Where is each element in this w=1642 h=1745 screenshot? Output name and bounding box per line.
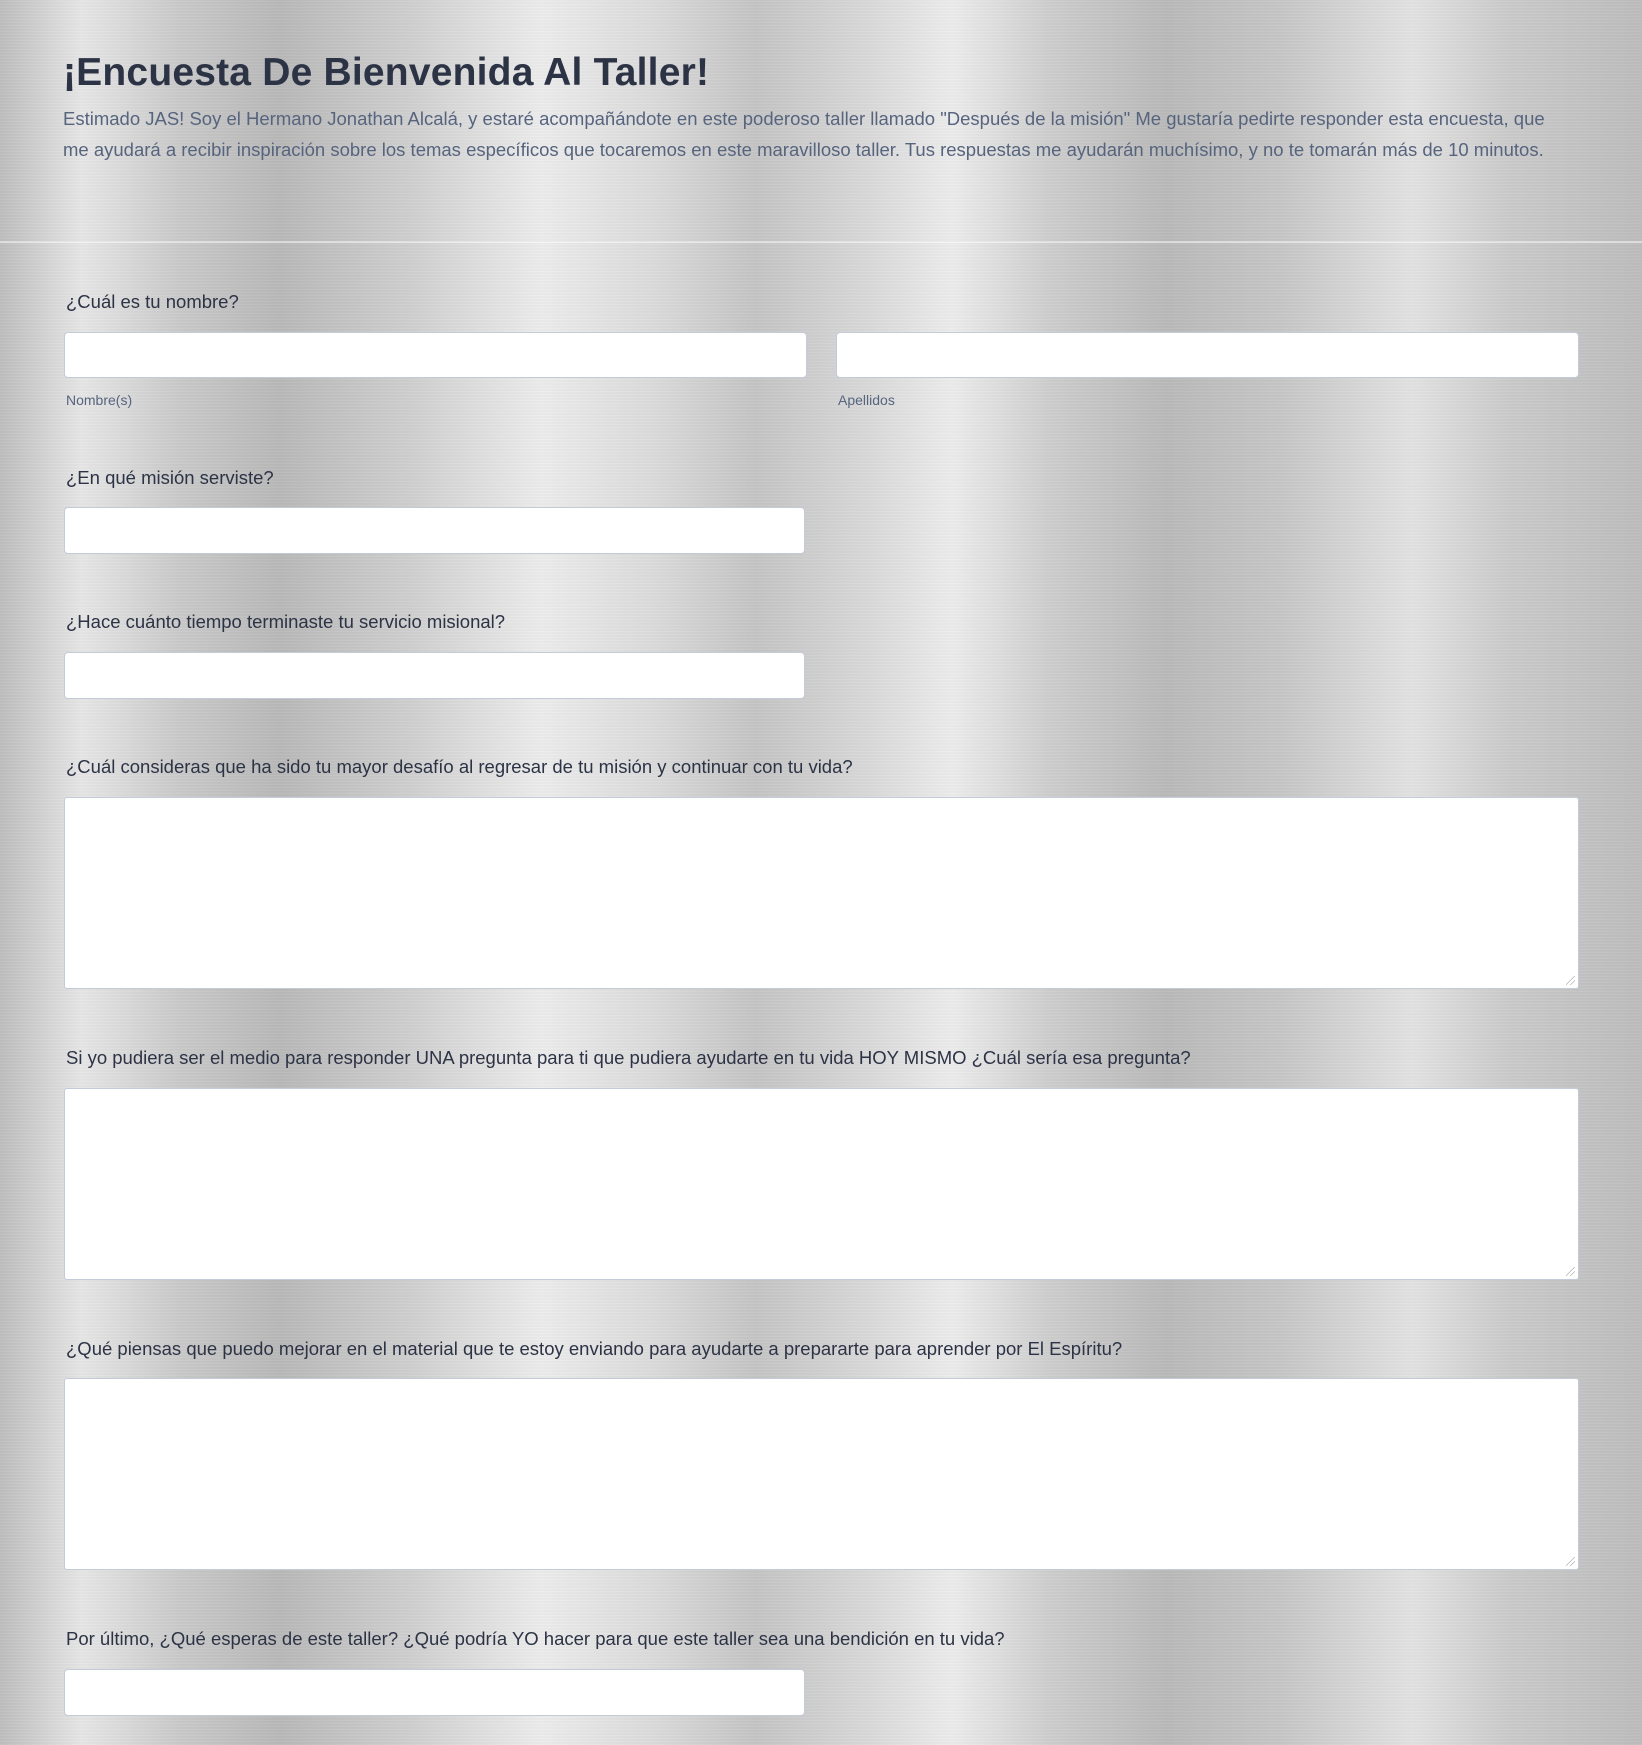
last-name-input[interactable]: [836, 332, 1579, 378]
header-divider: [0, 241, 1642, 243]
last-name-sublabel: Apellidos: [838, 392, 895, 408]
form-header: [63, 50, 1573, 165]
improve-question-label: ¿Qué piensas que puedo mejorar en el material que te estoy enviando para ayudarte a prepararte para aprender por El Espíritu?: [66, 1338, 1123, 1359]
first-name-input[interactable]: [64, 332, 807, 378]
mission-input[interactable]: [64, 507, 805, 554]
form-description: Estimado JAS! Soy el Hermano Jonathan Alcalá, y estaré acompañándote en este poderoso taller llamado "Después de la misión" Me gustaría pedirte responder esta encuesta, que me ayudará a recibir inspiración sobre los temas específicos que tocaremos en este maravilloso taller. Tus respuestas me ayudarán muchísimo, y no te tomarán más de 10 minutos.: [63, 107, 1545, 160]
time-since-question-label: ¿Hace cuánto tiempo terminaste tu servicio misional?: [66, 611, 506, 632]
resize-handle-icon[interactable]: [1566, 976, 1575, 985]
one-question-textarea[interactable]: [64, 1088, 1579, 1280]
name-question-label: ¿Cuál es tu nombre?: [66, 291, 239, 312]
resize-handle-icon[interactable]: [1566, 1267, 1575, 1276]
one-question-label: Si yo pudiera ser el medio para responder UNA pregunta para ti que pudiera ayudarte en tu vida HOY MISMO ¿Cuál sería esa pregunta?: [66, 1047, 1191, 1068]
challenge-question-label: ¿Cuál consideras que ha sido tu mayor desafío al regresar de tu misión y continuar con tu vida?: [66, 756, 853, 777]
resize-handle-icon[interactable]: [1566, 1557, 1575, 1566]
expectations-input[interactable]: [64, 1669, 805, 1716]
expectations-question-label: Por último, ¿Qué esperas de este taller? ¿Qué podría YO hacer para que este taller sea una bendición en tu vida?: [66, 1628, 1005, 1649]
mission-question-label: ¿En qué misión serviste?: [66, 467, 274, 488]
form-title: ¡Encuesta De Bienvenida Al Taller!: [63, 51, 710, 94]
first-name-sublabel: Nombre(s): [66, 392, 133, 408]
challenge-textarea[interactable]: [64, 797, 1579, 989]
time-since-input[interactable]: [64, 652, 805, 699]
improve-textarea[interactable]: [64, 1378, 1579, 1570]
